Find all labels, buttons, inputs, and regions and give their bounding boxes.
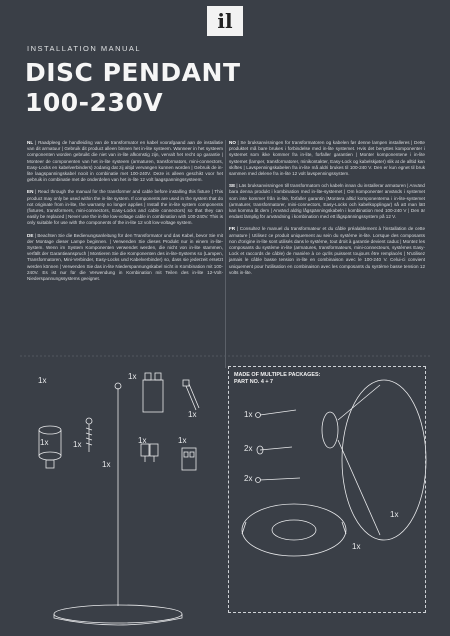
instruction-text-fr: | Consultez le manuel du transformateur et du câble préalablement à l'installation de cette armature | Utilisez ce produit uniquement au sein du système in-lite. Lorsque des composants non d'origine in-lite sont utilisés dans le système, tout droit à garantie devient caduc | Montez les composants du système in-lite (armatures, transformateurs, mini-connecteurs, systèmes Easy-Lock et raccords de câble) de manière à ce qu'ils puissent toujours être remplacés | N'utilisez jamais le câble basse tension in-lite en combinaison avec le 100-240 V. Celui-ci convient uniquement pour l'utilisation en combinaison avec les composants du système basse tension 12 volts in-lite.	[229, 226, 425, 275]
qty-pendant: 1x	[38, 376, 47, 385]
language-code-se: SE	[229, 183, 236, 189]
language-code-no: NO	[229, 140, 236, 145]
instruction-text-de: | Beachten Sie die Bedienungsanleitung für den Transformator und das Kabel, bevor Sie mit der Montage dieser Lampe beginnen. | Verwenden Sie dieses Produkt nur in einem in-lite-System. Wenn im System Komponenten verwendet werden, die nicht von in-lite stammen, verfällt der Garantieanspruch | Montieren Sie die Komponenten des in-lite-Systems so (Lampen, Transformatoren, Mini-Verbinder, Easy-Locks und Kabelverbinder) so, dass sie jederzeit ersetzt werden können | Verwenden Sie das in-lite Niederspannungskabel nicht in Kombination mit 100-240V. Es ist nur für die Verwendung in Kombination mit Teilen des in-lite 12-Volt-Niederspannungssystems geeignet.	[27, 232, 223, 282]
instruction-text-nl: | Raadpleeg de handleiding van de transformator en kabel voorafgaand aan de installatie van dit armatuur | Gebruik dit product alleen binnen het in-lite systeem. Wanneer in het systeem componenten worden gebruikt die niet van in-lite afkomstig zijn, vervalt het recht op garantie | Monteer de componenten van het in-lite systeem (armaturen, transformators, mini-connectors, Easy-Locks en kabelverbinders) zodanig dat zij altijd vervangen kunnen worden | Gebruik de in-lite laagspanningskabel nooit in combinatie met 100-240V. Deze is alleen geschikt voor het gebruik in combinatie met de onderdelen van het in-lite 12 volt laagspanningssysteem.	[27, 140, 224, 183]
manual-subtitle: INSTALLATION MANUAL	[27, 44, 142, 53]
instruction-text-no: | Se bruksanvisningen for transformatoren og kabelen før denne lampen installeres | Dette produktet må bare brukes i forbindelse med in-lite systemet. Hvis det benyttes komponenter i systemet som ikke kommer fra in-lite, forfaller garantien | Monter komponentene i in-lite systemet (lamper, transformatorer, minikontakter, Easy-Lock og kabelskjøter) slik at de alltid kan skiftes | Lavspenningskabelen fra in-lite må aldri brukes til 100-240 V. Den er kun egnet til bruk sammen med delene fra in-lite 12 volt lavspenningssystem.	[229, 140, 425, 177]
terminal-block-small-icon	[141, 444, 158, 462]
transformer-icon	[143, 373, 163, 412]
multi-package-label	[234, 372, 320, 386]
multi-package-label-line1: MADE OF MULTIPLE PACKAGES:	[234, 372, 321, 378]
screw-icon	[86, 418, 92, 452]
language-code-en: EN	[27, 189, 34, 195]
language-code-fr: FR	[229, 226, 236, 232]
qty-box-screw: 1x	[244, 410, 253, 419]
instruction-text-se: | Läs bruksanvisningen till transformatorn och kabeln innan du installerar armaturen | Använd bara denna produkt i kombination med in-lite-systemet | Om komponenter används i systemet som inte kommer från in-lite, förfaller garantin |Montera alltid komponenterna i in-lite-systemet (armaturer, transformatorer, mini-connectors, Easy-Locks och kabelkopplingar) så att man lätt kan komma åt dem | Använd aldrig lågspänningskabeln i kombination med 100-240 V | Den är endast lämplig för användning i kombination med ett lågspänningssystem på 12 V.	[229, 183, 425, 220]
cable-tie-icon	[183, 380, 199, 410]
brand-logo: il	[207, 6, 243, 36]
multi-package-box	[228, 366, 426, 613]
multi-package-label-line2: PART NO. 4 + 7	[234, 379, 273, 385]
language-code-de: DE	[27, 232, 34, 238]
language-code-nl: NL	[27, 140, 34, 145]
qty-box-long-screw: 2x	[244, 474, 253, 483]
qty-cable-tie: 1x	[188, 410, 197, 419]
qty-extra: 1x	[40, 438, 49, 447]
terminal-block-large-icon	[182, 448, 196, 470]
qty-box-plug: 2x	[244, 444, 253, 453]
qty-terminal-small: 1x	[138, 436, 147, 445]
disc-shade-icon	[54, 605, 182, 623]
title-line-1: DISC PENDANT	[25, 58, 241, 87]
qty-transformer: 1x	[128, 372, 137, 381]
qty-screw: 1x	[73, 440, 82, 449]
qty-canopy: 1x	[102, 460, 111, 469]
qty-box-bracket: 1x	[352, 542, 361, 551]
instruction-text-en: | Read through the manual for the transformer and cable before installing this fixture | This product may only be used within the in-lite system. If components are used in the system that do not originate from in-lite, the warranty no longer applies | Install the in-lite system components (fixtures, transformers, mini-connectors, Easy-Locks and cable connectors) so that they can easily be replaced | Never use the in-lite low-voltage cable in combination with 100-240V. This is only suitable for use with the components of the in-lite 12 volt low-voltage system.	[27, 189, 223, 226]
ceiling-canopy-icon	[39, 426, 61, 468]
qty-terminal-large: 1x	[178, 436, 187, 445]
title-line-2: 100-230V	[25, 88, 164, 117]
qty-box-canopy: 1x	[390, 510, 399, 519]
